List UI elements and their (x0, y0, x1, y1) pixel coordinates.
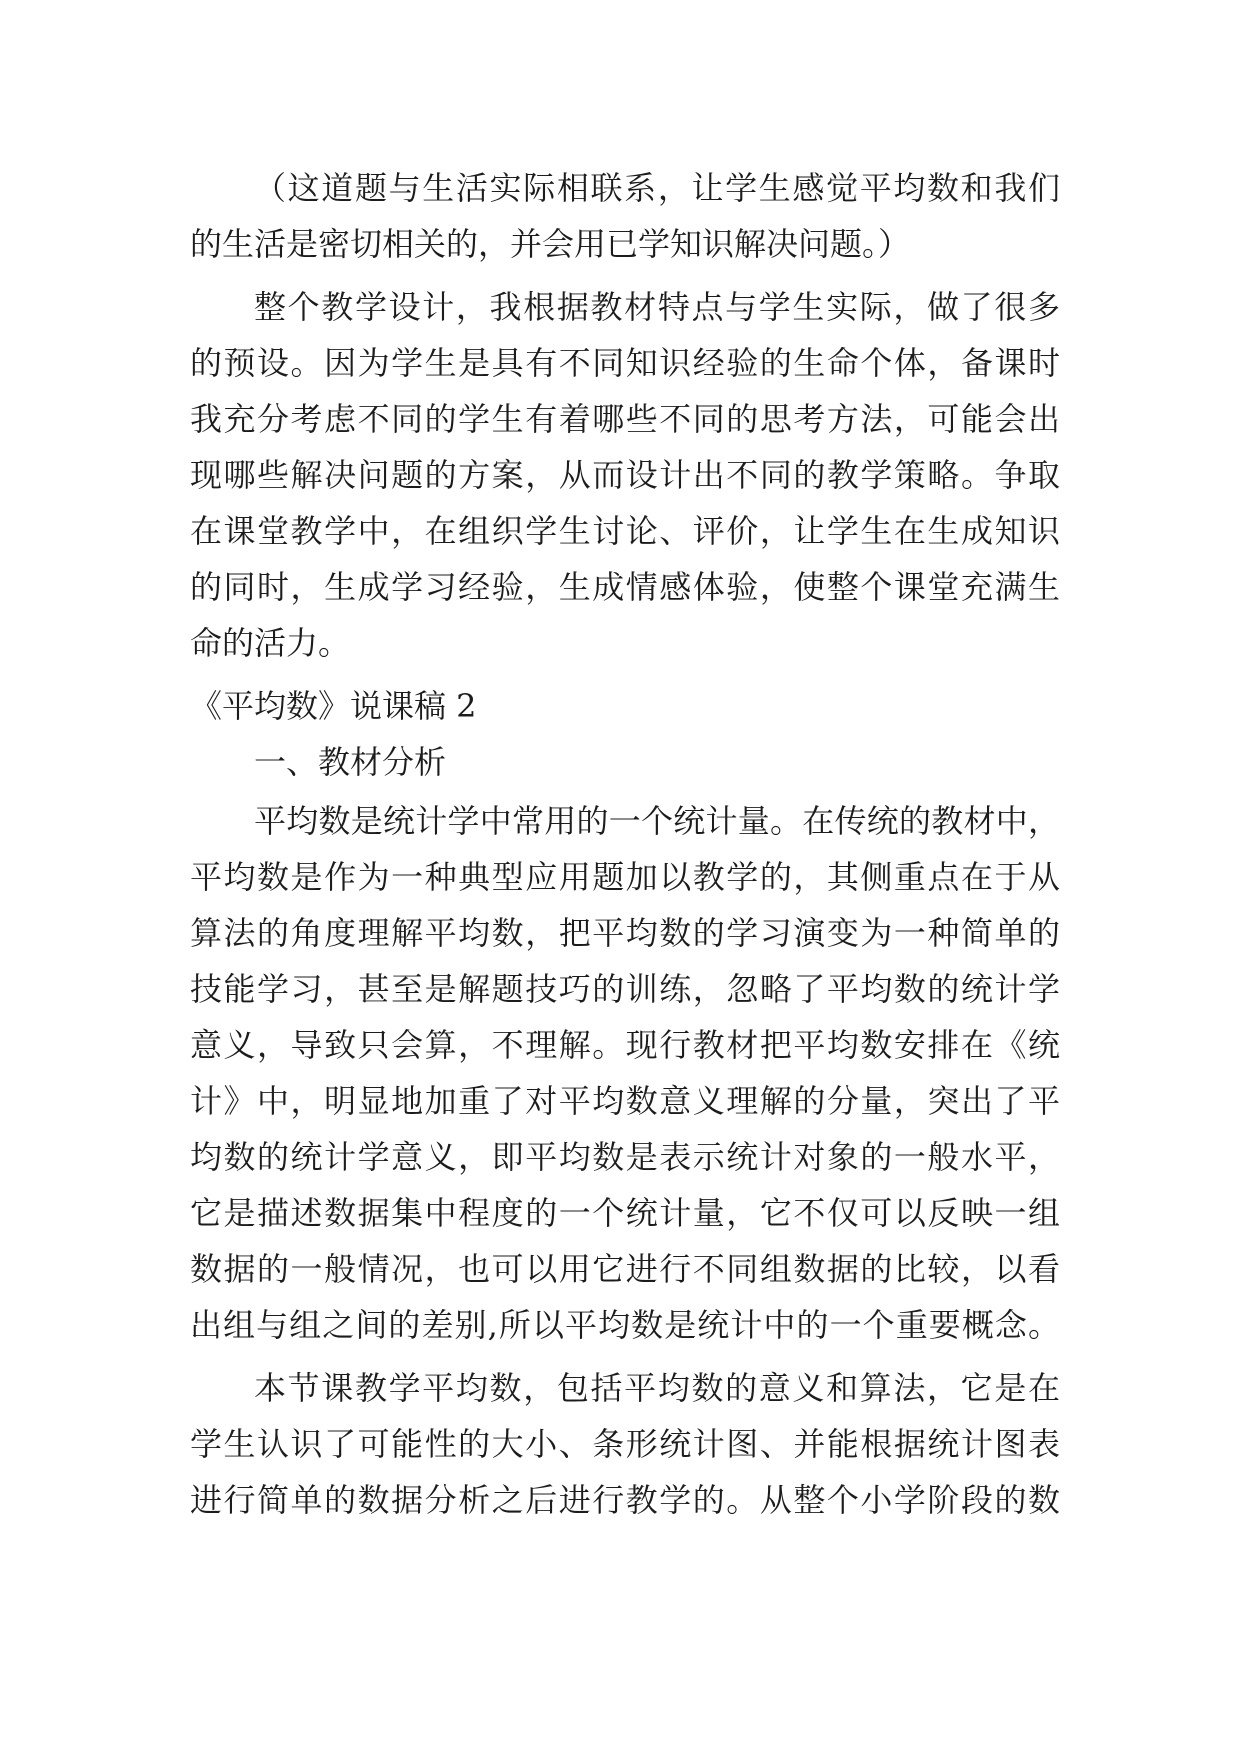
text-line-20: 数据的一般情况，也可以用它进行不同组数据的比较，以看 (190, 1250, 1060, 1288)
text-line-24: 进行简单的数据分析之后进行教学的。从整个小学阶段的数 (190, 1481, 1060, 1519)
text-line-5: 我充分考虑不同的学生有着哪些不同的思考方法，可能会出 (190, 400, 1060, 438)
text-line-16: 意义，导致只会算，不理解。现行教材把平均数安排在《统 (190, 1026, 1060, 1064)
text-line-21: 出组与组之间的差别,所以平均数是统计中的一个重要概念。 (190, 1306, 1060, 1344)
text-line-23: 学生认识了可能性的大小、条形统计图、并能根据统计图表 (190, 1425, 1060, 1463)
text-line-3: 整个教学设计，我根据教材特点与学生实际，做了很多 (254, 288, 1060, 326)
text-line-9: 命的活力。 (190, 624, 351, 662)
text-line-4: 的预设。因为学生是具有不同知识经验的生命个体，备课时 (190, 344, 1060, 382)
text-line-13: 平均数是作为一种典型应用题加以教学的，其侧重点在于从 (190, 858, 1060, 896)
text-line-8: 的同时，生成学习经验，生成情感体验，使整个课堂充满生 (190, 568, 1060, 606)
subsection-heading: 一、教材分析 (254, 743, 447, 781)
text-line-6: 现哪些解决问题的方案，从而设计出不同的教学策略。争取 (190, 456, 1060, 494)
section-title: 《平均数》说课稿 2 (190, 687, 477, 725)
text-line-2: 的生活是密切相关的，并会用已学知识解决问题。） (190, 225, 911, 263)
text-line-22: 本节课教学平均数，包括平均数的意义和算法，它是在 (254, 1369, 1060, 1407)
text-line-1: （这道题与生活实际相联系，让学生感觉平均数和我们 (254, 169, 1060, 207)
text-line-7: 在课堂教学中，在组织学生讨论、评价，让学生在生成知识 (190, 512, 1060, 550)
text-line-19: 它是描述数据集中程度的一个统计量，它不仅可以反映一组 (190, 1194, 1060, 1232)
text-line-12: 平均数是统计学中常用的一个统计量。在传统的教材中， (254, 802, 1060, 840)
text-line-14: 算法的角度理解平均数，把平均数的学习演变为一种简单的 (190, 914, 1060, 952)
text-line-15: 技能学习，甚至是解题技巧的训练，忽略了平均数的统计学 (190, 970, 1060, 1008)
text-line-18: 均数的统计学意义，即平均数是表示统计对象的一般水平， (190, 1138, 1060, 1176)
text-line-17: 计》中，明显地加重了对平均数意义理解的分量，突出了平 (190, 1082, 1060, 1120)
